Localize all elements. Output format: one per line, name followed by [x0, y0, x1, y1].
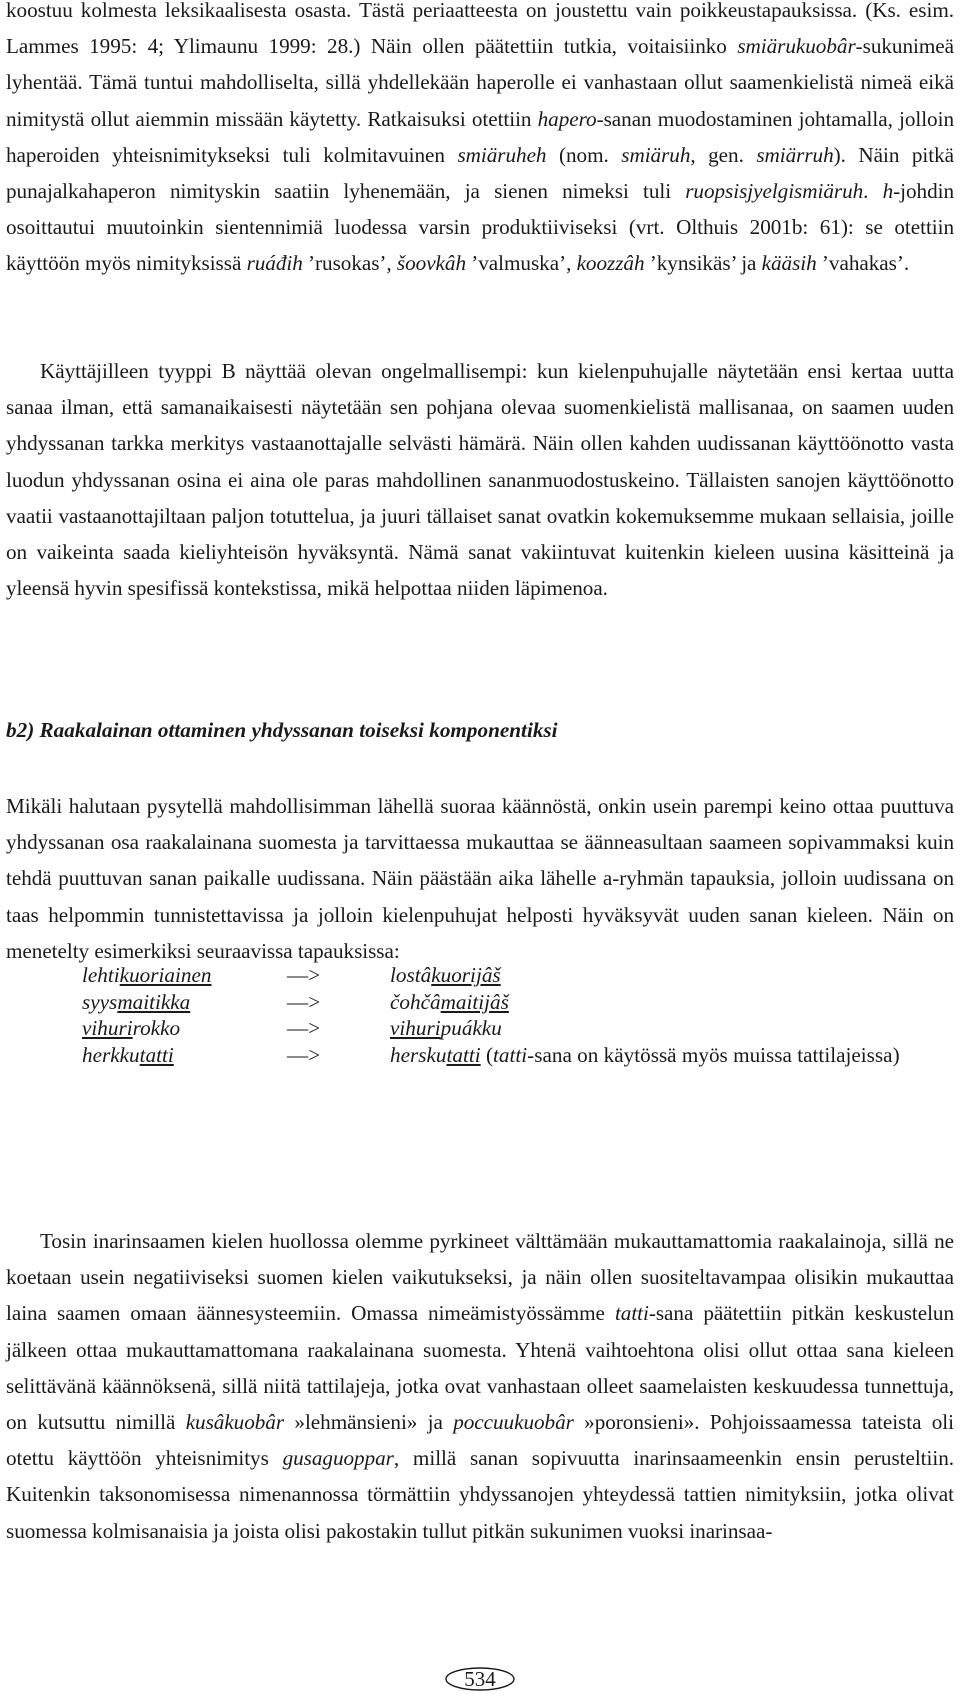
- example-row: [82, 1042, 952, 1095]
- arrow-glyph: —>: [287, 963, 321, 987]
- example-source-word: syysmaitikka: [82, 989, 191, 1014]
- arrow-glyph: —>: [287, 1016, 321, 1040]
- paragraph-raakalaina: Mikäli halutaan pysytellä mahdollisimman lähellä suoraa käännöstä, onkin usein parempi keino ottaa puuttuva yhdyssanan osa raakalainana suomesta ja tarvittaessa mukauttaa se äänneasultaan saameen sopivammaksi kuin tehdä puuttuvan sanan paikalle uudissana. Näin päästään aika lähelle a-ryhmän tapauksia, jolloin uudissana on taas helpommin tunnistettavissa ja jolloin kielenpuhujat helposti hyväksyvät uuden sanan kieleen. Näin on menetelty esimerkiksi seuraavissa tapauksissa:: [6, 794, 954, 963]
- example-row: [82, 1015, 952, 1042]
- page-number: 534: [464, 1667, 496, 1691]
- page-number-badge: [444, 1667, 516, 1691]
- example-source-word: vihurirokko: [82, 1016, 181, 1040]
- example-target-word: vihuripuákku: [390, 1016, 502, 1040]
- example-source-word: herkkutatti: [82, 1042, 174, 1067]
- example-source-word: lehtikuoriainen: [82, 963, 212, 987]
- example-target-word: čohčâmaitijâš: [390, 989, 509, 1014]
- example-target-word: lostâkuorijâš: [390, 963, 501, 987]
- example-target-word: herskutatti (tatti-sana on käytössä myös muissa tattilajeissa): [390, 1042, 900, 1067]
- paragraph-lyhentaminen: koostuu kolmesta leksikaalisesta osasta. Tästä periaatteesta on joustettu vain poikkeustapauksissa. (Ks. esim. Lammes 1995: 4; Ylimaunu 1999: 28.) Näin ollen päätettiin tutkia, voitaisiinko smiärukuobâr-sukunimeä lyhentää. Tämä tuntui mahdolliselta, sillä yhdellekään haperolle ei vanhastaan ollut saamenkielistä nimeä eikä nimitystä ollut aiemmin missään käytetty. Ratkaisuksi otettiin hapero-sanan muodostaminen johtamalla, jolloin haperoiden yhteisnimitykseksi tuli kolmitavuinen smiäruheh (nom. smiäruh, gen. smiärruh). Näin pitkä punajalkahaperon nimityskin saatiin lyhenemään, ja sienen nimeksi tuli ruopsisjyelgismiäruh. h-johdin osoittautui muutoinkin sientennimiä luodessa varsin produktiiviseksi (vrt. Olthuis 2001b: 61): se otettiin käyttöön myös nimityksissä ruáđih ’rusokas’, šoovkâh ’valmuska’, koozzâh ’kynsikäs’ ja kääsih ’vahakas’.: [6, 0, 955, 276]
- example-row: [82, 989, 952, 1016]
- arrow-glyph: —>: [287, 1042, 321, 1067]
- arrow-glyph: —>: [287, 989, 321, 1014]
- paragraph-tyyppi-b: Käyttäjilleen tyyppi B näyttää olevan ongelmallisempi: kun kielenpuhujalle näytetään ensi kertaa uutta sanaa ilman, että samanaikaisesti näytetään sen pohjana olevaa suomenkielistä mallisanaa, on saamen uuden yhdyssanan tarkka merkitys vastaanottajalle selvästi hämärä. Näin ollen kahden uudissanan käyttöönotto vasta luodun yhdyssanan osina ei aina ole paras mahdollinen sananmuodostuskeino. Tällaisten sanojen käyttöönotto vaatii vastaanottajiltaan paljon totuttelua, ja juuri tällaiset sanat ovatkin kokemuksemme mukaan sellaisia, joille on vaikeinta saada kieliyhteisön hyväksyntä. Nämä sanat vakiintuvat kuitenkin kieleen uusina käsitteinä ja yleensä hyvin spesifissä kontekstissa, mikä helpottaa niiden läpimenoa.: [6, 359, 954, 601]
- section-heading-b2: b2) Raakalainan ottaminen yhdyssanan toiseksi komponentiksi: [6, 718, 558, 742]
- paragraph-tatti: Tosin inarinsaamen kielen huollossa olemme pyrkineet välttämään mukauttamattomia raakalainoja, sillä ne koetaan usein negatiiviseksi suomen kielen vaikutukseksi, ja näin ollen suositeltavampaa olisikin mukauttaa laina saamen omaan äännesysteemiin. Omassa nimeämistyössämme tatti-sana päätettiin pitkän keskustelun jälkeen ottaa mukauttamattomana raakalainana suomesta. Yhtenä vaihtoehtona olisi ollut ottaa sana kieleen selittävänä käännöksenä, sillä niitä tattilajeja, jotka ovat vanhastaan olleet saamelaisten keskuudessa tunnettuja, on kutsuttu nimillä kusâkuobâr »lehmänsieni» ja poccuukuobâr »poronsieni». Pohjoissaamessa tateista oli otettu käyttöön yhteisnimitys gusaguoppar, millä sanan sopivuutta inarinsaameenkin ensin perusteltiin. Kuitenkin taksonomisessa nimenannossa törmättiin yhdyssanojen yhteydessä tattien nimityksiin, jotka olivat suomessa kolmisanaisia ja joista olisi pakostakin tullut pitkän sukunimen vuoksi inarinsaa-: [6, 1229, 954, 1543]
- example-row: [82, 962, 952, 989]
- example-list: [82, 962, 952, 1095]
